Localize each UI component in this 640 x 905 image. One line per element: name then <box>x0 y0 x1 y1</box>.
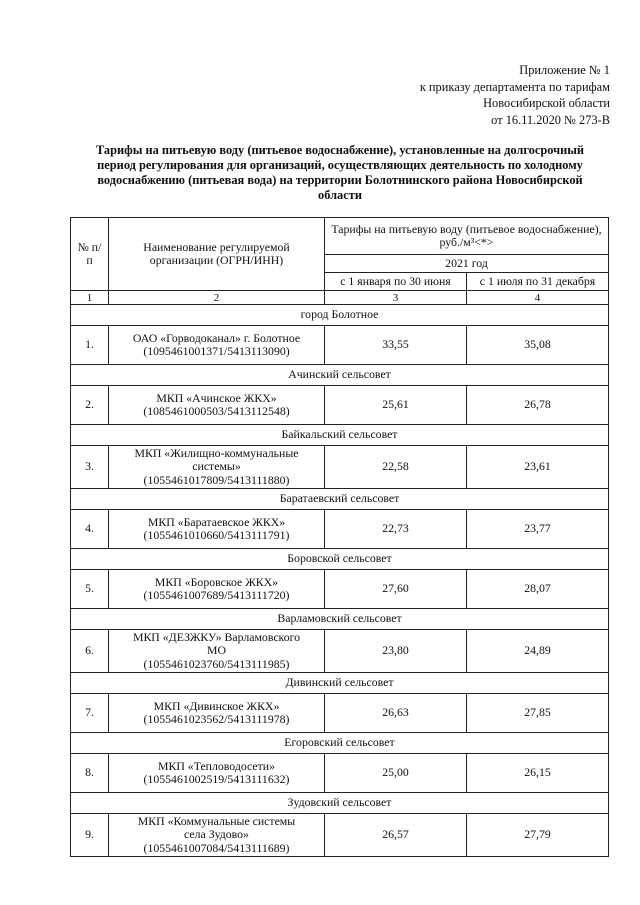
organization-line: (1055461017809/5413111880) <box>143 472 290 487</box>
section-name: Зудовский сельсовет <box>71 793 609 814</box>
organization-line: системы» <box>192 459 241 474</box>
organization-cell <box>109 510 325 549</box>
organization-line: (1055461007084/5413111689) <box>143 840 290 855</box>
row-number: 5. <box>71 570 109 609</box>
column-number: 2 <box>109 291 325 305</box>
organization-line: МКП «Ачинское ЖКХ» <box>156 390 277 405</box>
tariff-period-2: 27,85 <box>467 694 609 733</box>
organization-line: (1055461002519/5413111632) <box>143 772 290 786</box>
section-row <box>71 793 609 814</box>
tariff-period-1: 27,60 <box>325 570 467 609</box>
organization-cell <box>109 630 325 673</box>
organization-cell <box>109 386 325 425</box>
table-row <box>71 570 609 609</box>
table-row <box>71 326 609 365</box>
organization-line: МКП «Тепловодосети» <box>157 758 276 773</box>
tariff-period-2: 27,79 <box>467 814 609 857</box>
header-num: № п/п <box>71 218 109 291</box>
organization-cell <box>109 570 325 609</box>
tariff-period-2: 26,78 <box>467 386 609 425</box>
tariff-period-2: 23,77 <box>467 510 609 549</box>
row-number: 7. <box>71 694 109 733</box>
tariff-period-2: 26,15 <box>467 754 609 793</box>
table-row <box>71 694 609 733</box>
organization-line: (1055461023760/5413111985) <box>143 656 290 671</box>
table-row <box>71 386 609 425</box>
organization-cell <box>109 694 325 733</box>
appendix-line: от 16.11.2020 № 273-В <box>491 112 610 127</box>
row-number: 4. <box>71 510 109 549</box>
organization-cell <box>109 814 325 857</box>
tariff-period-1: 22,58 <box>325 446 467 489</box>
table-row <box>71 754 609 793</box>
table-row <box>71 630 609 673</box>
column-number: 1 <box>71 291 109 305</box>
organization-cell <box>109 446 325 489</box>
tariff-period-1: 26,57 <box>325 814 467 857</box>
column-number: 3 <box>325 291 467 305</box>
section-row <box>71 673 609 694</box>
organization-line: (1085461000503/5413112548) <box>143 404 290 418</box>
section-row <box>71 365 609 386</box>
tariff-period-1: 25,00 <box>325 754 467 793</box>
organization-line: села Зудово» <box>184 827 249 842</box>
section-name: город Болотное <box>71 305 609 326</box>
document-title: Тарифы на питьевую воду (питьевое водоснабжение), установленные на долгосрочный период регулирования для организаций, осуществляющих деятельность по холодному водоснабжению (питьевая вода) на территории Болотнинского района Новосибирской области <box>95 143 585 202</box>
header-period-2: с 1 июля по 31 декабря <box>467 273 609 291</box>
appendix-line: Приложение № 1 <box>519 63 610 77</box>
section-row <box>71 425 609 446</box>
tariff-period-1: 23,80 <box>325 630 467 673</box>
section-name: Варламовский сельсовет <box>71 609 609 630</box>
row-number: 3. <box>71 446 109 489</box>
section-row <box>71 609 609 630</box>
row-number: 8. <box>71 754 109 793</box>
column-number: 4 <box>467 291 609 305</box>
section-name: Дивинский сельсовет <box>71 673 609 694</box>
row-number: 9. <box>71 814 109 857</box>
organization-line: МКП «ДЕЗЖКУ» Варламовского <box>132 630 301 645</box>
section-name: Ачинский сельсовет <box>71 365 609 386</box>
section-name: Боровской сельсовет <box>71 549 609 570</box>
organization-line: МО <box>206 643 226 658</box>
tariff-period-2: 24,89 <box>467 630 609 673</box>
section-name: Баратаевский сельсовет <box>71 489 609 510</box>
appendix-line: к приказу департамента по тарифам <box>419 79 610 94</box>
tariff-period-1: 33,55 <box>325 326 467 365</box>
header-row <box>71 218 609 255</box>
organization-line: (1055461010660/5413111791) <box>143 528 290 542</box>
tariff-period-1: 25,61 <box>325 386 467 425</box>
organization-line: (1055461007689/5413111720) <box>143 588 290 602</box>
appendix-block <box>330 62 610 128</box>
organization-line: МКП «Коммунальные системы <box>137 814 296 829</box>
row-number: 6. <box>71 630 109 673</box>
organization-line: МКП «Баратаевское ЖКХ» <box>147 514 286 529</box>
section-row <box>71 549 609 570</box>
row-number: 2. <box>71 386 109 425</box>
tariff-table <box>70 217 609 857</box>
section-row <box>71 733 609 754</box>
organization-line: (1095461001371/5413113090) <box>143 344 290 358</box>
header-tariff: Тарифы на питьевую воду (питьевое водоснабжение), руб./м³<*> <box>325 218 609 255</box>
header-org: Наименование регулируемой организации (ОГРН/ИНН) <box>109 218 325 291</box>
header-period-1: с 1 января по 30 июня <box>325 273 467 291</box>
tariff-period-1: 22,73 <box>325 510 467 549</box>
row-number: 1. <box>71 326 109 365</box>
organization-cell <box>109 326 325 365</box>
section-row <box>71 489 609 510</box>
appendix-line: Новосибирской области <box>483 96 610 111</box>
organization-line: ОАО «Горводоканал» г. Болотное <box>132 330 301 345</box>
section-name: Байкальский сельсовет <box>71 425 609 446</box>
tariff-period-1: 26,63 <box>325 694 467 733</box>
organization-line: (1055461023562/5413111978) <box>143 712 290 726</box>
section-row <box>71 305 609 326</box>
organization-line: МКП «Боровское ЖКХ» <box>154 574 279 589</box>
organization-line: МКП «Дивинское ЖКХ» <box>153 698 280 713</box>
header-year: 2021 год <box>325 255 609 273</box>
organization-cell <box>109 754 325 793</box>
section-name: Егоровский сельсовет <box>71 733 609 754</box>
table-row <box>71 446 609 489</box>
table-row <box>71 814 609 857</box>
table-row <box>71 510 609 549</box>
tariff-period-2: 23,61 <box>467 446 609 489</box>
organization-line: МКП «Жилищно-коммунальные <box>134 446 299 461</box>
tariff-period-2: 28,07 <box>467 570 609 609</box>
column-number-row <box>71 291 609 305</box>
tariff-period-2: 35,08 <box>467 326 609 365</box>
